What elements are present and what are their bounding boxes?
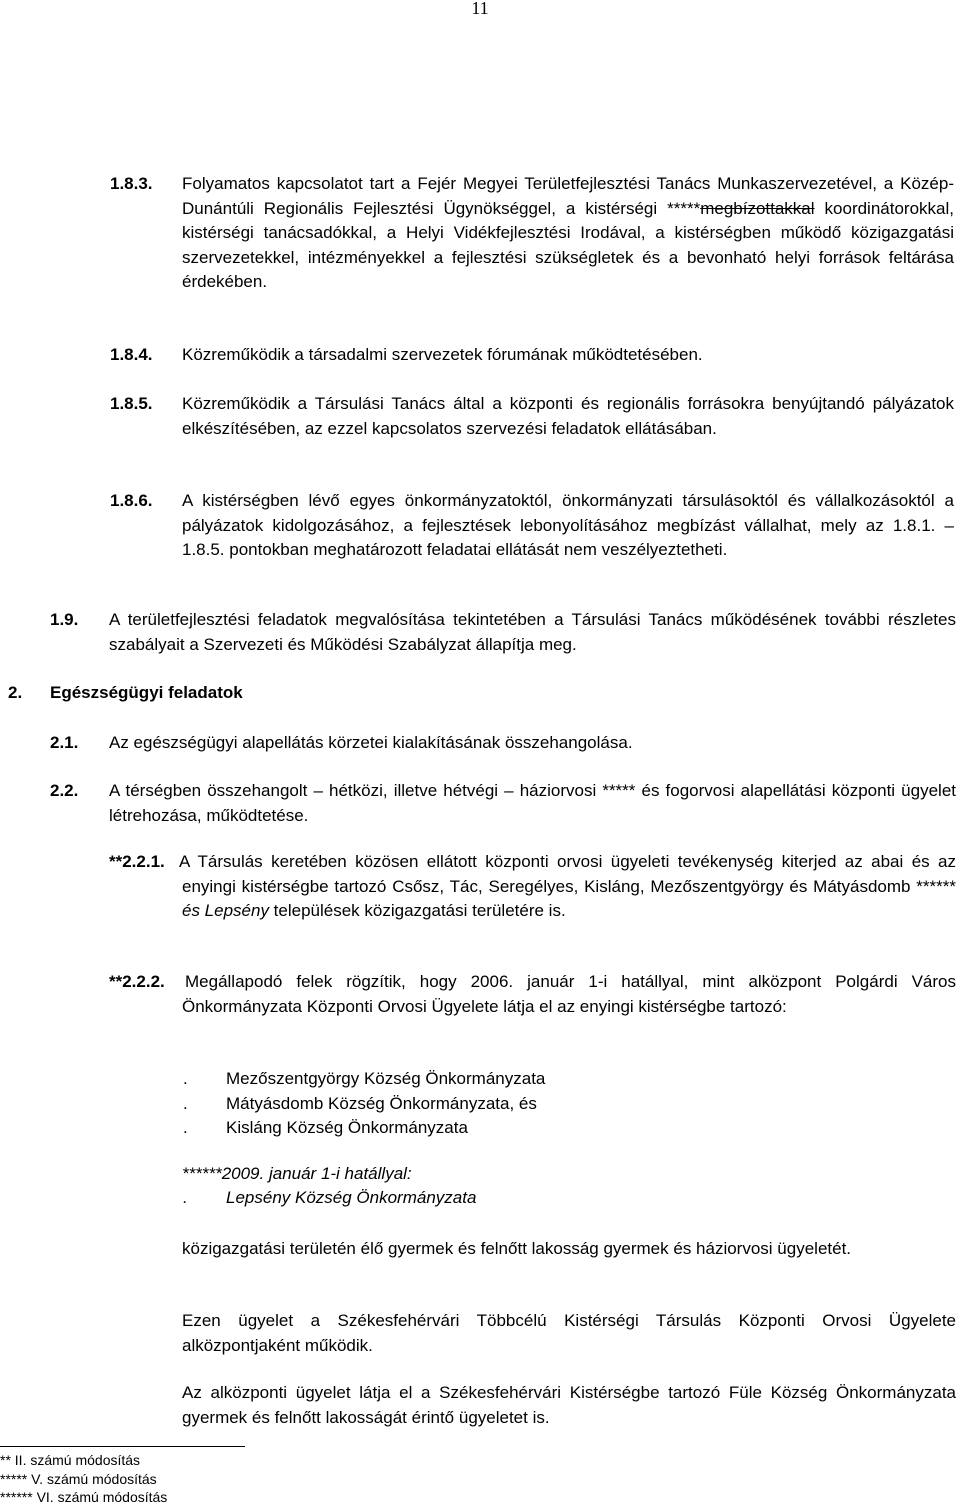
municipality-list bbox=[182, 1067, 545, 1141]
section-number-1-8-6: 1.8.6. bbox=[110, 491, 153, 510]
section-number-1-9: 1.9. bbox=[50, 610, 79, 629]
page-number: 11 bbox=[471, 0, 489, 18]
section-number-1-8-5: 1.8.5. bbox=[110, 394, 153, 413]
section-number-1-8-3: 1.8.3. bbox=[110, 174, 153, 193]
amendment-title: ******2009. január 1-i hatállyal: bbox=[182, 1164, 412, 1183]
footnotes bbox=[0, 1451, 167, 1507]
footnote: ** II. számú módosítás bbox=[0, 1452, 141, 1468]
section-text-1-8-3-part1: Folyamatos kapcsolatot tart a Fejér Megyei Területfejlesztési Tanács Munkaszervezetével, a Közép-Dunántúli Regionális Fejlesztési Ügynökséggel, a kistérségi ***** bbox=[182, 174, 954, 218]
struck-text: megbízottakkal bbox=[700, 198, 815, 218]
bullet-icon: . bbox=[183, 1069, 188, 1088]
section-text-2-2: A térségben összehangolt – hétközi, illetve hétvégi – háziorvosi ***** és fogorvosi alapellátási központi ügyelet létrehozása, működtetése. bbox=[109, 781, 956, 825]
section-text-1-8-3 bbox=[182, 172, 954, 295]
section-heading-2: Egészségügyi feladatok bbox=[50, 683, 243, 702]
footnote-separator bbox=[0, 1446, 245, 1447]
section-number-1-8-4: 1.8.4. bbox=[110, 345, 153, 364]
section-number-2-2-2: **2.2.2. bbox=[109, 972, 165, 991]
footnote: ***** V. számú módosítás bbox=[0, 1470, 157, 1487]
list-item bbox=[182, 1067, 545, 1092]
bullet-icon: . bbox=[183, 1118, 188, 1137]
list-item bbox=[182, 1186, 476, 1211]
section-number-2-2: 2.2. bbox=[50, 781, 79, 800]
section-number-2: 2. bbox=[8, 683, 23, 702]
section-text-1-9: A területfejlesztési feladatok megvalósítása tekintetében a Társulási Tanács működésének további részletes szabályait a Szervezeti és Működési Szabályzat állapítja meg. bbox=[109, 610, 956, 654]
list-item bbox=[182, 1116, 545, 1141]
list-item-text: Mátyásdomb Község Önkormányzata, és bbox=[226, 1093, 537, 1113]
list-item bbox=[182, 1092, 545, 1117]
section-number-2-2-1: **2.2.1. bbox=[109, 852, 165, 871]
italic-text: és Lepsény bbox=[182, 901, 269, 920]
list-item-text: Mezőszentgyörgy Község Önkormányzata bbox=[226, 1069, 546, 1088]
section-text-1-8-3-part2: koordinátorokkal, kistérségi tanácsadókkal, a Helyi Vidékfejlesztési Irodával, a kistérségben működő közigazgatási szervezetekkel, intézményekkel a fejlesztési szükségletek és a bevonható helyi források feltárása érdekében. bbox=[182, 198, 954, 291]
bullet-icon: . bbox=[183, 1188, 188, 1207]
list-item-text: Lepsény Község Önkormányzata bbox=[226, 1188, 477, 1207]
footnote: ****** VI. számú módosítás bbox=[0, 1489, 168, 1505]
section-text-2-2-1-part2: települések közigazgatási területére is. bbox=[268, 901, 566, 920]
section-text-2-2-1 bbox=[179, 850, 956, 924]
list-item-text: Kisláng Község Önkormányzata bbox=[226, 1118, 468, 1137]
bullet-icon: . bbox=[183, 1093, 188, 1113]
section-text-2-1: Az egészségügyi alapellátás körzetei kialakításának összehangolása. bbox=[109, 733, 633, 752]
amendment-list bbox=[182, 1186, 476, 1211]
paragraph-ugyelet-scope: közigazgatási területén élő gyermek és felnőtt lakosság gyermek és háziorvosi ügyeletét. bbox=[182, 1239, 852, 1258]
section-number-2-1: 2.1. bbox=[50, 733, 79, 752]
paragraph-ugyelet-fule: Az alközponti ügyelet látja el a Székesfehérvári Kistérségbe tartozó Füle Község Önkormányzata gyermek és felnőtt lakosságát érintő ügyeletet is. bbox=[182, 1383, 956, 1427]
section-text-1-8-4: Közreműködik a társadalmi szervezetek fórumának működtetésében. bbox=[182, 345, 703, 364]
section-text-2-2-2: Megállapodó felek rögzítik, hogy 2006. január 1-i hatállyal, mint alközpont Polgárdi Város Önkormányzata Központi Orvosi Ügyelete látja el az enyingi kistérségbe tartozó: bbox=[182, 972, 956, 1016]
section-text-1-8-5: Közreműködik a Társulási Tanács által a központi és regionális forrásokra benyújtandó pályázatok elkészítésében, az ezzel kapcsolatos szervezési feladatok ellátásában. bbox=[182, 394, 954, 438]
section-text-2-2-1-part1: A Társulás keretében közösen ellátott központi orvosi ügyeleti tevékenység kiterjed az abai és az enyingi kistérségbe tartozó Csősz, Tác, Seregélyes, Kisláng, Mezőszentgyörgy és Mátyásdomb ****** bbox=[179, 852, 956, 896]
section-text-1-8-6: A kistérségben lévő egyes önkormányzatoktól, önkormányzati társulásoktól és vállalkozásoktól a pályázatok kidolgozásához, a fejlesztések lebonyolításához megbízást vállalhat, mely az 1.8.1. – 1.8.5. pontokban meghatározott feladatai ellátását nem veszélyeztetheti. bbox=[182, 491, 954, 559]
paragraph-ugyelet-branch: Ezen ügyelet a Székesfehérvári Többcélú Kistérségi Társulás Központi Orvosi Ügyelete alközpontjaként működik. bbox=[182, 1311, 956, 1355]
